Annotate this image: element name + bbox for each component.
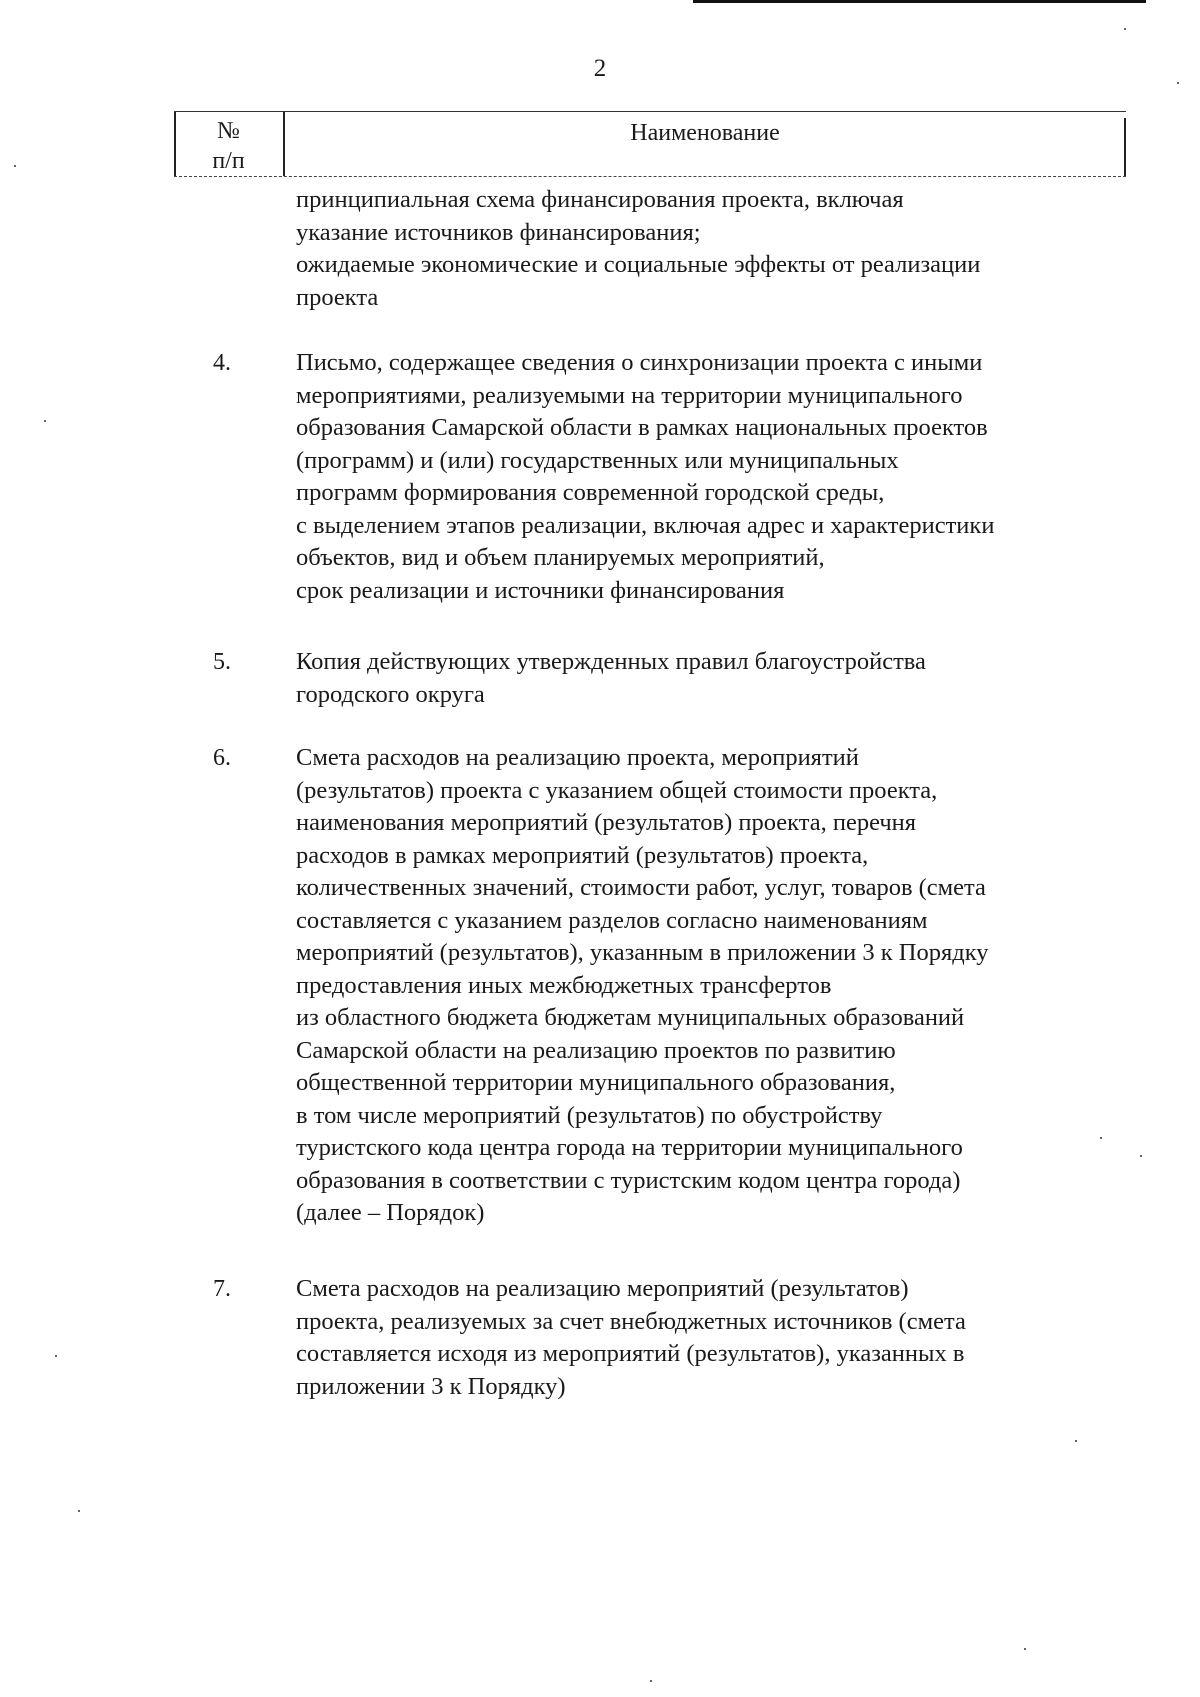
text-line: мероприятий (результатов), указанным в приложении 3 к Порядку <box>296 939 989 966</box>
text-line: срок реализации и источники финансирования <box>296 576 785 604</box>
column-header-name: Наименование <box>630 120 780 146</box>
text-line: образования Самарской области в рамках национальных проектов <box>296 414 988 441</box>
scan-speck <box>78 1510 80 1512</box>
text-line: указание источников финансирования; <box>296 218 701 246</box>
text-line: (программ) и (или) государственных или муниципальных <box>296 446 899 474</box>
text-line: мероприятиями, реализуемыми на территории муниципального <box>296 381 963 409</box>
text-line: городского округа <box>296 680 485 708</box>
scan-speck <box>1140 1155 1142 1157</box>
text-line: Копия действующих утвержденных правил благоустройства <box>296 648 926 675</box>
row-number: 7. <box>213 1276 231 1302</box>
text-line: образования в соответствии с туристским кодом центра города) <box>296 1166 961 1194</box>
text-line: программ формирования современной городской среды, <box>296 479 885 506</box>
text-line: туристского кода центра города на территории муниципального <box>296 1134 963 1161</box>
scan-speck <box>1075 1440 1077 1442</box>
text-line: Самарской области на реализацию проектов по развитию <box>296 1036 896 1064</box>
text-line: наименования мероприятий (результатов) проекта, перечня <box>296 809 917 836</box>
text-line: в том числе мероприятий (результатов) по обустройству <box>296 1101 883 1129</box>
text-line: проекта, реализуемых за счет внебюджетных источников (смета <box>296 1307 966 1335</box>
column-header-number-abbrev: п/п <box>212 148 245 174</box>
scan-speck <box>1100 1137 1102 1139</box>
text-line: ожидаемые экономические и социальные эффекты от реализации <box>296 251 981 278</box>
text-line: предоставления иных межбюджетных трансфертов <box>296 971 832 999</box>
text-line: принципиальная схема финансирования проекта, включая <box>296 186 904 213</box>
text-line: с выделением этапов реализации, включая адрес и характеристики <box>296 511 995 539</box>
scan-speck <box>1024 1648 1026 1650</box>
text-line: Письмо, содержащее сведения о синхронизации проекта с иными <box>296 349 983 376</box>
text-line: проекта <box>296 283 379 311</box>
text-line: (результатов) проекта с указанием общей стоимости проекта, <box>296 776 938 804</box>
text-line: из областного бюджета бюджетам муниципальных образований <box>296 1004 965 1031</box>
text-line: составляется с указанием разделов согласно наименованиям <box>296 906 928 934</box>
text-line: приложении 3 к Порядку) <box>296 1372 566 1400</box>
text-line: количественных значений, стоимости работ, услуг, товаров (смета <box>296 874 986 901</box>
row-text <box>296 347 1126 607</box>
scan-speck <box>14 165 16 167</box>
continuation-text <box>296 184 1126 314</box>
column-header-number-sign: № <box>217 118 240 144</box>
row-text <box>296 646 1126 711</box>
row-number: 4. <box>213 350 231 376</box>
row-number: 5. <box>213 649 231 675</box>
scan-speck <box>1177 82 1179 84</box>
text-line: объектов, вид и объем планируемых мероприятий, <box>296 544 825 571</box>
page-number: 2 <box>593 55 607 82</box>
row-text <box>296 1273 1126 1403</box>
text-line: расходов в рамках мероприятий (результатов) проекта, <box>296 841 869 869</box>
text-line: составляется исходя из мероприятий (результатов), указанных в <box>296 1340 965 1367</box>
text-line: Смета расходов на реализацию мероприятий (результатов) <box>296 1275 909 1302</box>
text-line: общественной территории муниципального образования, <box>296 1069 896 1096</box>
row-number: 6. <box>213 745 231 771</box>
text-line: (далее – Порядок) <box>296 1199 485 1226</box>
scan-speck <box>55 1355 57 1357</box>
scan-speck <box>44 420 46 422</box>
text-line: Смета расходов на реализацию проекта, мероприятий <box>296 744 859 771</box>
row-text <box>296 742 1126 1230</box>
scan-speck <box>1124 28 1126 30</box>
scan-speck <box>650 1680 652 1682</box>
